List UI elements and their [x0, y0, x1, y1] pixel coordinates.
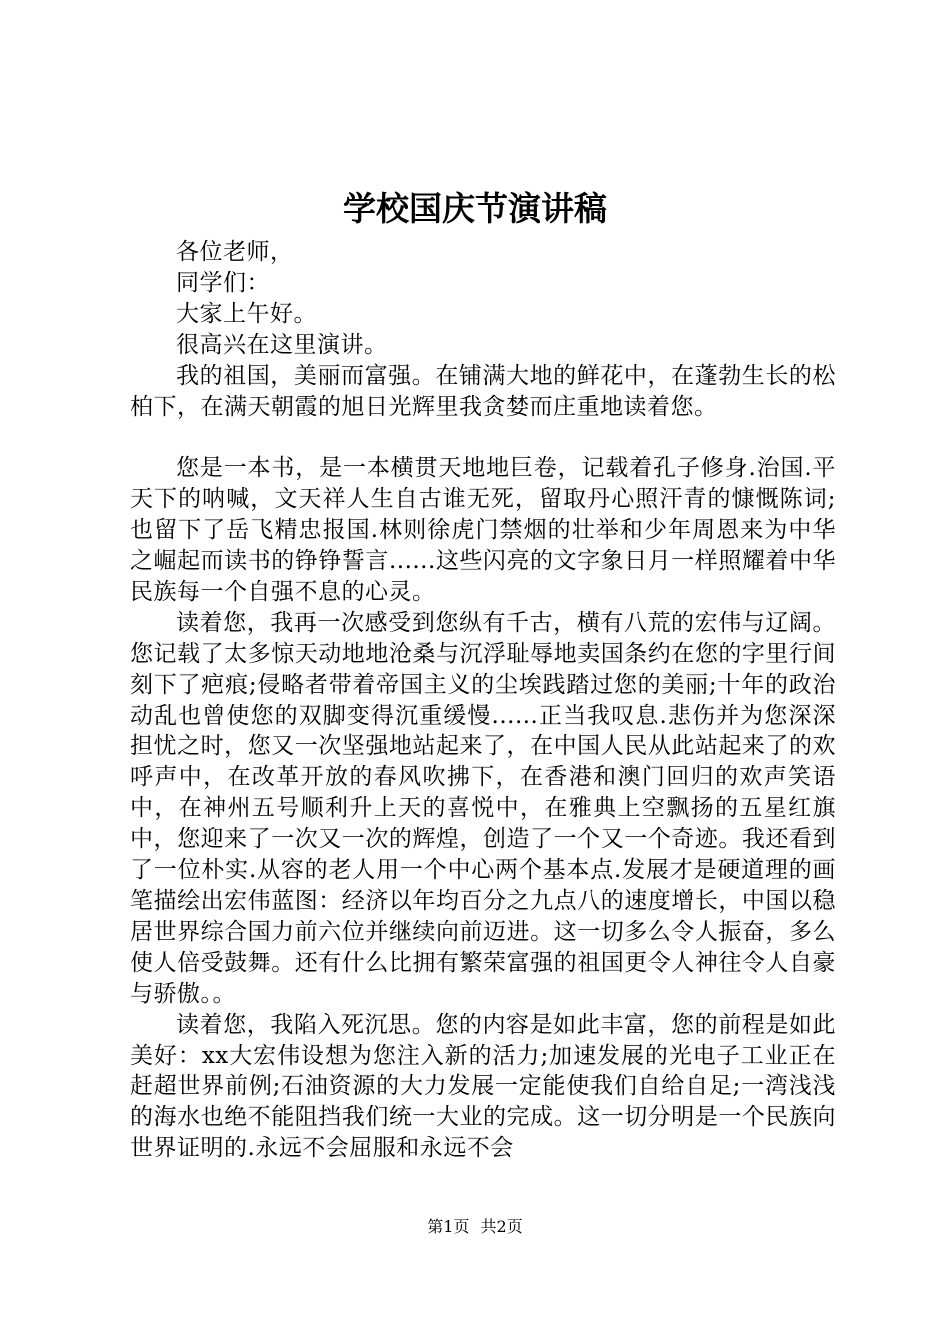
body-paragraph: 我的祖国，美丽而富强。在铺满大地的鲜花中，在蓬勃生长的松柏下，在满天朝霞的旭日光辉里我贪婪而庄重地读着您。	[130, 362, 836, 420]
greeting-line: 大家上午好。	[176, 300, 317, 327]
document-body	[130, 237, 836, 1164]
paragraph-spacer	[130, 422, 836, 453]
body-paragraph: 您是一本书，是一本横贯天地地巨卷，记载着孔子修身.治国.平天下的呐喊，文天祥人生自古谁无死，留取丹心照汗青的慷慨陈词;也留下了岳飞精忠报国.林则徐虎门禁烟的壮举和少年周恩来为中华之崛起而读书的铮铮誓言......这些闪亮的文字象日月一样照耀着中华民族每一个自强不息的心灵。	[130, 455, 836, 605]
greeting-line: 很高兴在这里演讲。	[176, 331, 388, 358]
page-number: 第1页	[427, 1217, 470, 1236]
salutation-line: 同学们：	[176, 269, 270, 296]
page-footer	[0, 1216, 950, 1238]
salutation-line: 各位老师，	[176, 239, 294, 265]
page-total: 共2页	[480, 1217, 523, 1236]
body-paragraph: 读着您，我陷入死沉思。您的内容是如此丰富，您的前程是如此美好：xx大宏伟设想为您注入新的活力;加速发展的光电子工业正在赶超世界前例;石油资源的大力发展一定能使我们自给自足;一湾浅浅的海水也绝不能阻挡我们统一大业的完成。这一切分明是一个民族向世界证明的.永远不会屈服和永远不会	[130, 1011, 836, 1162]
body-paragraph: 读着您，我再一次感受到您纵有千古，横有八荒的宏伟与辽阔。您记载了太多惊天动地地沧桑与沉浮耻辱地卖国条约在您的字里行间刻下了疤痕;侵略者带着帝国主义的尘埃践踏过您的美丽;十年的政治动乱也曾使您的双脚变得沉重缓慢......正当我叹息.悲伤并为您深深担忧之时，您又一次坚强地站起来了，在中国人民从此站起来了的欢呼声中，在改革开放的春风吹拂下，在香港和澳门回归的欢声笑语中，在神州五号顺利升上天的喜悦中，在雅典上空飘扬的五星红旗中，您迎来了一次又一次的辉煌，创造了一个又一个奇迹。我还看到了一位朴实.从容的老人用一个中心两个基本点.发展才是硬道理的画笔描绘出宏伟蓝图：经济以年均百分之九点八的速度增长，中国以稳居世界综合国力前六位并继续向前迈进。这一切多么令人振奋，多么使人倍受鼓舞。还有什么比拥有繁荣富强的祖国更令人神往令人自豪与骄傲。。	[130, 609, 836, 1007]
document-title: 学校国庆节演讲稿	[343, 189, 607, 228]
